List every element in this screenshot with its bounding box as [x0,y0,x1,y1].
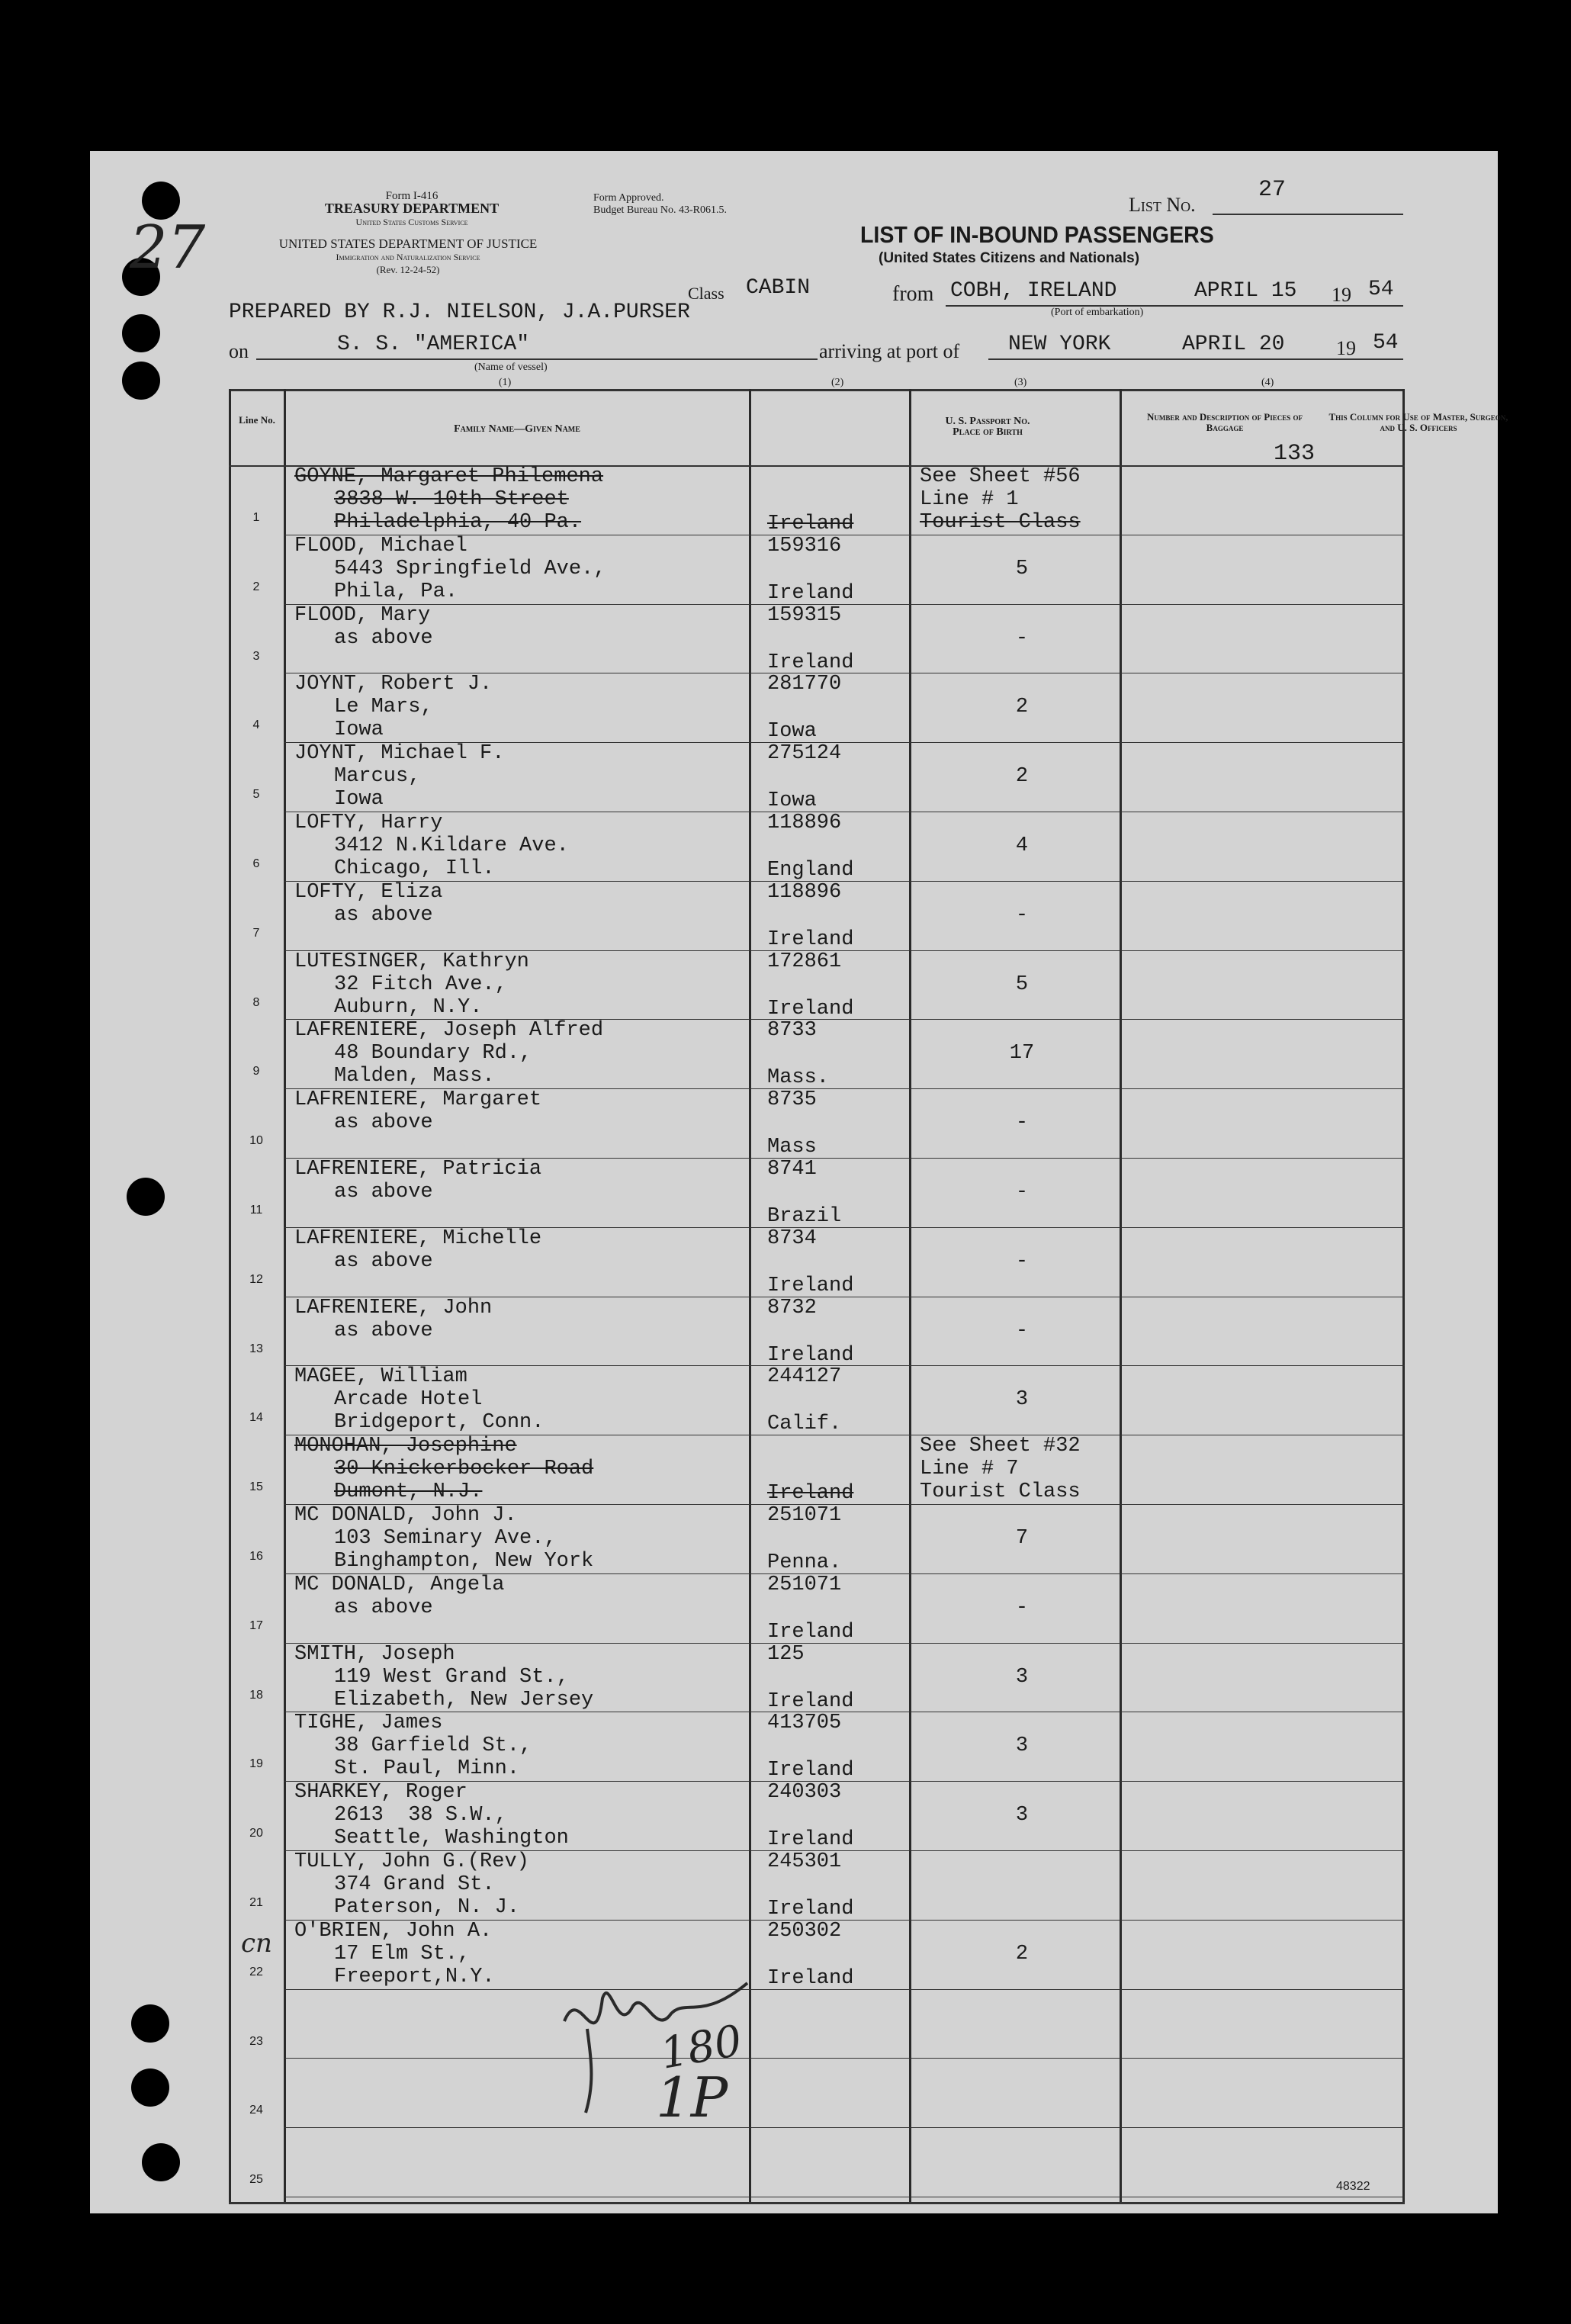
passenger-address-line-2: Philadelphia, 40 Pa. [334,511,582,534]
passport-number: 251071 [767,1504,842,1527]
vessel-underline [256,358,818,360]
line-number: 22 [249,1965,263,1978]
table-row [229,1920,1405,1989]
passenger-name: TIGHE, James [294,1712,443,1735]
line-number: 12 [249,1272,263,1286]
arrival-year-prefix: 19 [1336,337,1356,359]
line-number: 5 [252,788,260,802]
line-number: 2 [252,580,260,593]
arriving-label: arriving at port of [819,340,960,362]
table-row [229,1435,1405,1504]
passport-number: 172861 [767,950,842,973]
list-no-underline [1213,214,1403,215]
passport-number: 251071 [767,1573,842,1596]
class-value: CABIN [746,276,811,300]
officers-note: 133 [1274,441,1316,467]
passenger-address-line-1: 119 West Grand St., [334,1665,569,1689]
passenger-address-line-2: Seattle, Washington [334,1827,569,1850]
passport-number: 8733 [767,1019,817,1043]
table-row [229,1297,1405,1366]
passenger-address-line-2: Freeport,N.Y. [334,1965,495,1988]
line-number: 13 [249,1342,263,1355]
table-row [229,742,1405,812]
table-row [229,1227,1405,1297]
passenger-name: FLOOD, Michael [294,534,467,558]
baggage-count: 7 [1015,1527,1029,1550]
baggage-count: - [1015,626,1029,650]
passenger-name: LAFRENIERE, John [294,1296,493,1320]
form-approved: Form Approved. [593,192,664,204]
class-label: Class [688,284,724,303]
table-row [229,950,1405,1020]
table-row [229,1504,1405,1573]
place-of-birth: Iowa [767,720,817,744]
passenger-name: SMITH, Joseph [294,1642,455,1666]
passenger-table [229,389,1508,2204]
line-number: 1 [252,511,260,524]
passenger-address-line-2: Iowa [334,718,384,742]
passenger-name: MONOHAN, Josephine [294,1435,517,1458]
departure-date: APRIL 15 [1194,279,1297,303]
table-row [229,673,1405,742]
baggage-count: 2 [1015,696,1029,719]
baggage-count: - [1015,1319,1029,1342]
passenger-address-line-1: 374 Grand St. [334,1873,495,1896]
baggage-count: 4 [1015,834,1029,857]
baggage-count: 3 [1015,1665,1029,1689]
passenger-address-line-2: Paterson, N. J. [334,1896,520,1919]
table-row [229,2127,1405,2197]
port-of-embarkation: COBH, IRELAND [950,279,1117,303]
baggage-count: 5 [1015,972,1029,996]
header-baggage: Number and Description of Pieces of Baggage [1147,411,1303,433]
arrival-date: APRIL 20 [1182,333,1285,356]
passenger-address-line-1: as above [334,1319,433,1342]
baggage-line-3: Tourist Class [920,511,1081,534]
passenger-address-line-1: 2613 38 S.W., [334,1804,507,1827]
place-of-birth: Ireland [767,1759,854,1782]
line-number: 3 [252,649,260,663]
passenger-address-line-1: 17 Elm St., [334,1942,471,1966]
header-name: Family Name—Given Name [454,423,580,435]
passenger-address-line-1: Le Mars, [334,696,433,719]
line-number: 9 [252,1065,260,1078]
punch-hole [131,2068,169,2107]
baggage-count: 3 [1015,1804,1029,1827]
prepared-by: PREPARED BY R.J. NIELSON, J.A.PURSER [229,301,690,324]
column-number-3: (3) [1014,377,1027,388]
passenger-address-line-1: Marcus, [334,765,421,789]
customs-service: United States Customs Service [355,217,468,227]
arrival-port: NEW YORK [1008,333,1111,356]
place-of-birth: Ireland [767,997,854,1021]
baggage-count: 2 [1015,765,1029,789]
table-row [229,1989,1405,2059]
passport-number: 250302 [767,1919,842,1943]
passenger-name: MAGEE, William [294,1365,467,1389]
header-passport: U. S. Passport No. Place of Birth [945,416,1030,438]
passport-number: 240303 [767,1781,842,1805]
departure-year: 54 [1368,278,1394,301]
passenger-address-line-2: Iowa [334,788,384,812]
header-officers: This Column for Use of Master, Surgeon, and U. S. Officers [1328,411,1508,433]
column-number-2: (2) [831,377,844,388]
baggage-count: 5 [1015,557,1029,580]
passenger-address-line-1: as above [334,1111,433,1135]
line-number: 17 [249,1618,263,1632]
passport-number: 159316 [767,534,842,558]
passenger-address-line-2: Bridgeport, Conn. [334,1411,545,1435]
passport-number: 245301 [767,1850,842,1873]
officer-signature [549,1968,763,2120]
passenger-name: LAFRENIERE, Patricia [294,1158,542,1181]
line-number: 11 [249,1204,263,1217]
place-of-birth: Mass [767,1136,817,1159]
line-number: 23 [249,2034,263,2048]
form-number: Form I-416 [385,190,439,202]
place-of-birth: Calif. [767,1413,842,1436]
baggage-line-1: See Sheet #32 [920,1435,1081,1458]
page-title: LIST OF IN-BOUND PASSENGERS [860,221,1214,248]
footer-code: 48322 [1336,2180,1370,2193]
place-of-birth: Iowa [767,789,817,813]
passenger-address-line-1: 48 Boundary Rd., [334,1042,532,1066]
justice-dept: UNITED STATES DEPARTMENT OF JUSTICE [278,236,538,251]
line-number: 15 [249,1480,263,1494]
passport-number: 413705 [767,1712,842,1735]
passenger-address-line-1: as above [334,903,433,927]
table-row [229,1850,1405,1920]
list-no-value: 27 [1258,177,1287,203]
column-number-4: (4) [1261,377,1274,388]
treasury-dept: TREASURY DEPARTMENT [324,201,500,216]
table-row [229,465,1405,535]
place-of-birth: Penna. [767,1551,842,1574]
table-row [229,1781,1405,1850]
line-number: 10 [249,1134,263,1148]
table-row [229,2058,1405,2127]
place-of-birth: Ireland [767,513,854,535]
line-number: 20 [249,1827,263,1840]
passenger-address-line-1: as above [334,1249,433,1273]
passenger-address-line-2: Binghampton, New York [334,1550,594,1573]
baggage-line-2: Line # 7 [920,1458,1019,1481]
baggage-count: - [1015,1111,1029,1135]
column-number-1: (1) [499,377,512,388]
punch-hole [131,2004,169,2043]
handwritten-tally-2: 1P [656,2065,728,2130]
line-number: 19 [249,1757,263,1771]
baggage-count: - [1015,1181,1029,1204]
place-of-birth: Ireland [767,1966,854,1990]
baggage-count: 3 [1015,1388,1029,1412]
header-line-no: Line No. [239,414,275,426]
on-label: on [229,340,249,362]
place-of-birth: Mass. [767,1066,830,1090]
handwritten-tally: 180 [657,2016,746,2079]
line-number: 24 [249,2104,263,2117]
passenger-address-line-2: Dumont, N.J. [334,1480,483,1504]
place-of-birth: Ireland [767,927,854,951]
passenger-address-line-1: 3838 W. 10th Street [334,488,569,511]
table-row [229,1158,1405,1227]
passenger-name: LAFRENIERE, Michelle [294,1226,542,1250]
place-of-birth: Brazil [767,1205,842,1228]
passenger-name: JOYNT, Robert J. [294,673,493,696]
passenger-address-line-2: Phila, Pa. [334,580,458,603]
table-row [229,1365,1405,1435]
passenger-name: LAFRENIERE, Joseph Alfred [294,1019,604,1043]
punch-hole [122,314,160,352]
from-label: from [892,282,934,306]
place-of-birth: Ireland [767,1274,854,1297]
punch-hole [142,2143,180,2181]
baggage-line-3: Tourist Class [920,1480,1081,1504]
passenger-address-line-1: as above [334,1181,433,1204]
table-row [229,881,1405,950]
line-number: 4 [252,718,260,732]
table-row [229,1019,1405,1088]
table-row [229,604,1405,673]
line-number: 18 [249,1688,263,1702]
passport-number: 118896 [767,812,842,834]
passenger-address-line-2: Auburn, N.Y. [334,995,483,1019]
passport-number: 8734 [767,1226,817,1250]
vessel-name: S. S. "AMERICA" [337,333,530,356]
passport-number: 275124 [767,742,842,766]
line-number: 6 [252,857,260,870]
line-number: 14 [249,1411,263,1425]
punch-hole [127,1178,165,1216]
passenger-address-line-1: Arcade Hotel [334,1388,483,1412]
table-row [229,1712,1405,1781]
passenger-address-line-1: 32 Fitch Ave., [334,972,507,996]
baggage-count: - [1015,1596,1029,1619]
passport-number: 281770 [767,673,842,696]
passenger-address-line-2: Elizabeth, New Jersey [334,1688,594,1712]
baggage-count: 2 [1015,1942,1029,1966]
place-of-birth: Ireland [767,1343,854,1367]
passenger-address-line-1: 30 Knickerbocker Road [334,1458,594,1481]
place-of-birth: Ireland [767,651,854,674]
passenger-name: O'BRIEN, John A. [294,1919,493,1943]
passport-number: 8741 [767,1158,817,1181]
place-of-birth: England [767,859,854,882]
passenger-address-line-1: as above [334,626,433,650]
passenger-name: MC DONALD, John J. [294,1504,517,1527]
passenger-name: SHARKEY, Roger [294,1781,467,1805]
line-number: 16 [249,1550,263,1563]
passenger-name: LOFTY, Harry [294,812,443,834]
line-number: 21 [249,1896,263,1909]
table-row [229,535,1405,604]
passenger-name: TULLY, John G.(Rev) [294,1850,529,1873]
table-row [229,1088,1405,1158]
handwritten-cn-note: cn [241,1928,272,1959]
passenger-name: LUTESINGER, Kathryn [294,950,529,973]
passenger-name: FLOOD, Mary [294,603,431,627]
passenger-name: JOYNT, Michael F. [294,742,505,766]
passenger-name: MC DONALD, Angela [294,1573,505,1596]
table-top-border [229,389,1405,391]
line-number: 25 [249,2173,263,2187]
place-of-birth: Ireland [767,1482,854,1506]
place-of-birth: Ireland [767,1828,854,1852]
baggage-line-1: See Sheet #56 [920,465,1081,488]
baggage-count: - [1015,1249,1029,1273]
margin-note: 27 [130,214,206,282]
baggage-count: - [1015,903,1029,927]
place-of-birth: Ireland [767,581,854,605]
table-row [229,1573,1405,1643]
table-row [229,1643,1405,1712]
passport-number: 244127 [767,1365,842,1389]
passenger-address-line-2: Malden, Mass. [334,1065,495,1088]
table-bottom-border [229,2202,1405,2204]
punch-hole [122,362,160,400]
passenger-address-line-2: Chicago, Ill. [334,857,495,880]
line-number: 8 [252,995,260,1009]
passenger-address-line-1: as above [334,1596,433,1619]
line-number: 7 [252,926,260,940]
passenger-name: LAFRENIERE, Margaret [294,1088,542,1112]
passenger-address-line-1: 38 Garfield St., [334,1734,532,1758]
passenger-address-line-2: St. Paul, Minn. [334,1757,520,1781]
baggage-count: 3 [1015,1734,1029,1758]
place-of-birth: Ireland [767,1620,854,1644]
passport-number: 159315 [767,603,842,627]
list-no-label: List No. [1129,194,1196,216]
baggage-line-2: Line # 1 [920,488,1019,511]
passport-number: 8732 [767,1296,817,1320]
page-subtitle: (United States Citizens and Nationals) [879,250,1140,266]
passport-number: 118896 [767,880,842,904]
passenger-address-line-1: 3412 N.Kildare Ave. [334,834,569,857]
vessel-caption: (Name of vessel) [474,362,548,373]
year-prefix: 19 [1332,284,1351,306]
passport-number: 125 [767,1642,805,1666]
budget-bureau: Budget Bureau No. 43-R061.5. [593,204,727,216]
table-row [229,812,1405,881]
port-embarkation-caption: (Port of embarkation) [1051,307,1144,318]
place-of-birth: Ireland [767,1898,854,1921]
arrival-year: 54 [1373,331,1399,355]
baggage-count: 17 [1009,1042,1035,1066]
revision-date: (Rev. 12-24-52) [376,264,440,275]
passenger-address-line-1: 5443 Springfield Ave., [334,557,606,580]
passport-number: 8735 [767,1088,817,1112]
passenger-address-line-1: 103 Seminary Ave., [334,1527,557,1550]
place-of-birth: Ireland [767,1689,854,1713]
passenger-name: GOYNE, Margaret Philemena [294,465,604,488]
immigration-service: Immigration and Naturalization Service [336,252,480,262]
passenger-name: LOFTY, Eliza [294,880,443,904]
